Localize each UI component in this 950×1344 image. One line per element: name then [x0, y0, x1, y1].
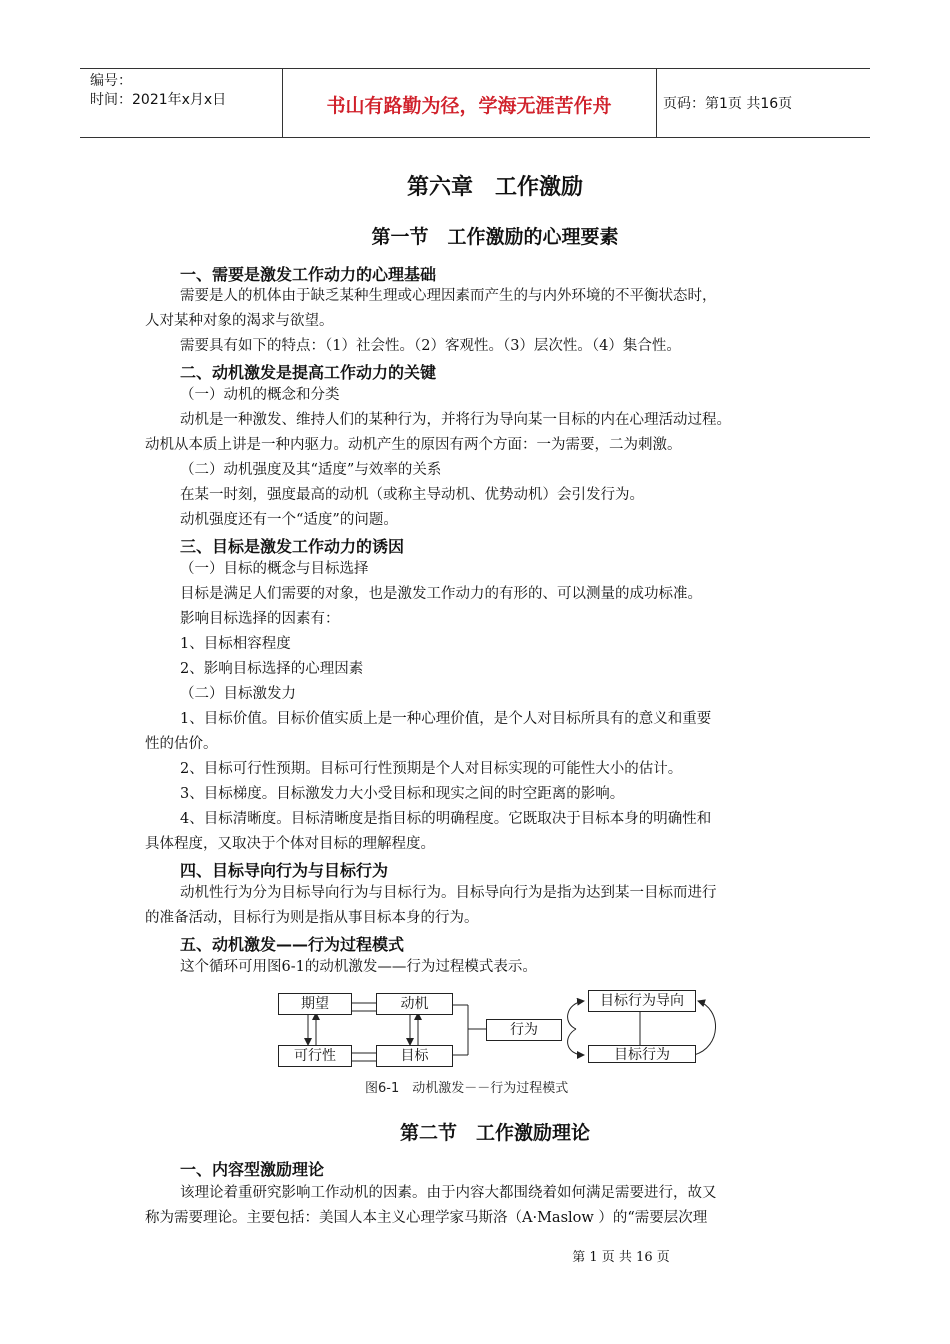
subheading: （一）动机的概念和分类	[180, 387, 340, 403]
paragraph: 动机是一种激发、维持人们的某种行为，并将行为导向某一目标的内在心理活动过程。	[180, 412, 731, 428]
paragraph: 该理论着重研究影响工作动机的因素。由于内容大都围绕着如何满足需要进行，故又	[180, 1185, 717, 1201]
paragraph: 在某一时刻，强度最高的动机（或称主导动机、优势动机）会引发行为。	[180, 487, 644, 503]
paragraph: 动机强度还有一个“适度”的问题。	[180, 512, 398, 528]
section1-title: 第一节 工作激励的心理要素	[371, 226, 619, 248]
header-motto-cell	[282, 69, 657, 137]
subheading: （二）动机强度及其“适度”与效率的关系	[180, 462, 442, 478]
paragraph: 1、目标价值。目标价值实质上是一种心理价值，是个人对目标所具有的意义和重要	[180, 711, 712, 727]
expectation-box: 期望	[278, 993, 352, 1015]
behavior-box: 行为	[486, 1019, 562, 1041]
heading-2: 二、动机激发是提高工作动力的关键	[180, 363, 437, 382]
subheading: （一）目标的概念与目标选择	[180, 561, 369, 577]
header-left-cell	[80, 69, 283, 137]
paragraph: 需要具有如下的特点：（1）社会性。（2）客观性。（3）层次性。（4）集合性。	[180, 338, 681, 354]
paragraph: 动机从本质上讲是一种内驱力。动机产生的原因有两个方面：一为需要，二为刺激。	[145, 437, 682, 453]
list-item: 2、影响目标选择的心理因素	[180, 661, 364, 677]
feasibility-box: 可行性	[278, 1045, 352, 1067]
paragraph: 影响目标选择的因素有：	[180, 611, 340, 627]
page-footer: 第 1 页 共 16 页	[572, 1250, 670, 1265]
document-header	[80, 68, 870, 138]
paragraph: 人对某种对象的渴求与欲望。	[145, 313, 334, 329]
paragraph: 性的估价。	[145, 736, 218, 752]
heading-1: 一、需要是激发工作动力的心理基础	[180, 265, 437, 284]
goal-box: 目标	[376, 1045, 453, 1067]
subheading: （二）目标激发力	[180, 686, 296, 702]
paragraph: 4、目标清晰度。目标清晰度是指目标的明确程度。它既取决于目标本身的明确性和	[180, 811, 712, 827]
heading-3: 三、目标是激发工作动力的诱因	[180, 537, 405, 556]
page-info: 页码：第1页 共16页	[663, 96, 793, 112]
list-item: 1、目标相容程度	[180, 636, 291, 652]
chapter-title: 第六章 工作激励	[406, 175, 583, 200]
goal-behavior-box: 目标行为	[588, 1045, 696, 1063]
paragraph: 的准备活动，目标行为则是指从事目标本身的行为。	[145, 910, 479, 926]
heading-1: 一、内容型激励理论	[180, 1160, 325, 1179]
paragraph: 2、目标可行性预期。目标可行性预期是个人对目标实现的可能性大小的估计。	[180, 761, 683, 777]
time-label: 时间：2021年x月x日	[90, 92, 227, 108]
heading-4: 四、目标导向行为与目标行为	[180, 861, 389, 880]
number-label: 编号：	[90, 73, 132, 89]
motive-box: 动机	[376, 993, 453, 1015]
header-page-cell	[657, 69, 869, 137]
paragraph: 具体程度，又取决于个体对目标的理解程度。	[145, 836, 435, 852]
paragraph: 这个循环可用图6-1的动机激发——行为过程模式表示。	[180, 959, 537, 975]
section2-title: 第二节 工作激励理论	[399, 1122, 590, 1144]
goal-directed-box: 目标行为导向	[588, 990, 696, 1012]
paragraph: 目标是满足人们需要的对象，也是激发工作动力的有形的、可以测量的成功标准。	[180, 586, 702, 602]
heading-5: 五、动机激发——行为过程模式	[180, 935, 405, 954]
paragraph: 称为需要理论。主要包括：美国人本主义心理学家马斯洛（A·Maslow ）的“需要层次理	[145, 1210, 708, 1226]
paragraph: 需要是人的机体由于缺乏某种生理或心理因素而产生的与内外环境的不平衡状态时，	[180, 288, 717, 304]
paragraph: 3、目标梯度。目标激发力大小受目标和现实之间的时空距离的影响。	[180, 786, 625, 802]
figure-caption: 图6-1 动机激发－－行为过程模式	[365, 1081, 569, 1096]
paragraph: 动机性行为分为目标导向行为与目标行为。目标导向行为是指为达到某一目标而进行	[180, 885, 717, 901]
motto: 书山有路勤为径，学海无涯苦作舟	[326, 95, 612, 117]
